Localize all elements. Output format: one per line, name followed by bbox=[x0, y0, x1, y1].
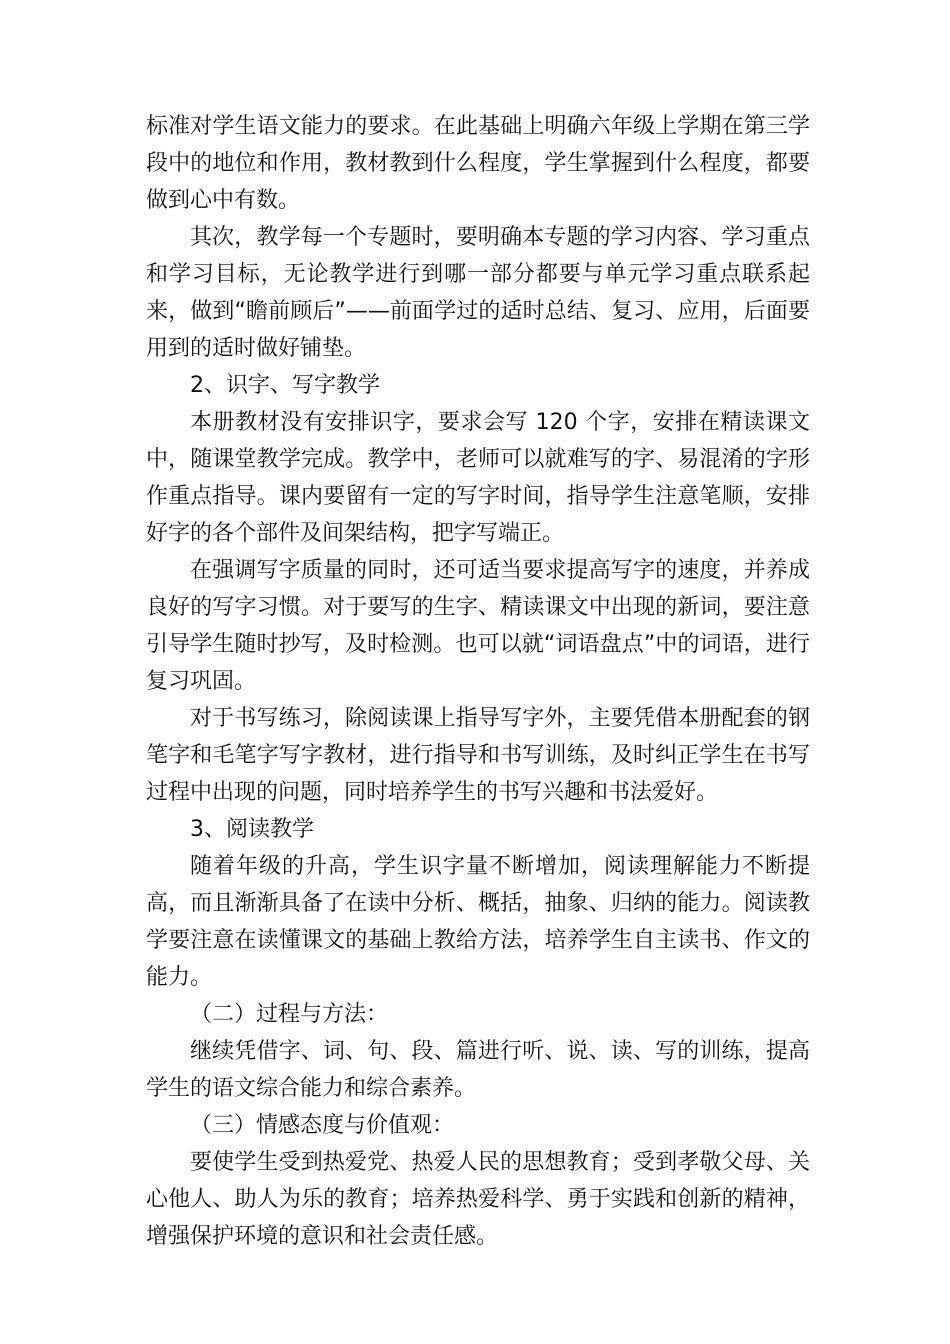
paragraph-process-methods: 继续凭借字、词、句、段、篇进行听、说、读、写的训练，提高学生的语文综合能力和综合素养。 bbox=[146, 1039, 810, 1101]
paragraph-writing-requirements: 本册教材没有安排识字，要求会写 120 个字，安排在精读课文中，随课堂教学完成。教学中，老师可以就难写的字、易混淆的字形作重点指导。课内要留有一定的写字时间，指导学生注意笔顺，安排好字的各个部件及间架结构，把字写端正。 bbox=[146, 410, 810, 546]
paragraph-writing-quality: 在强调写字质量的同时，还可适当要求提高写字的速度，并养成良好的写字习惯。对于要写的生字、精读课文中出现的新词，要注意引导学生随时抄写，及时检测。也可以就“词语盘点”中的词语，进行复习巩固。 bbox=[146, 558, 810, 694]
document-page bbox=[146, 108, 810, 1255]
paragraph-reading-ability: 随着年级的升高，学生识字量不断增加，阅读理解能力不断提高，而且渐渐具备了在读中分析、概括，抽象、归纳的能力。阅读教学要注意在读懂课文的基础上教给方法，培养学生自主读书、作文的能力。 bbox=[146, 854, 810, 990]
paragraph-emotion-values: 要使学生受到热爱党、热爱人民的思想教育；受到孝敬父母、关心他人、助人为乐的教育；培养热爱科学、勇于实践和创新的精神，增强保护环境的意识和社会责任感。 bbox=[146, 1150, 810, 1249]
heading-process-methods: （二）过程与方法： bbox=[190, 1002, 389, 1027]
heading-emotion-values: （三）情感态度与价值观： bbox=[190, 1113, 455, 1138]
paragraph-handwriting-practice: 对于书写练习，除阅读课上指导写字外，主要凭借本册配套的钢笔字和毛笔字写字教材，进行指导和书写训练，及时纠正学生在书写过程中出现的问题，同时培养学生的书写兴趣和书法爱好。 bbox=[146, 706, 810, 805]
heading-reading-teaching: 3、阅读教学 bbox=[190, 817, 314, 842]
paragraph-curriculum-standard: 标准对学生语文能力的要求。在此基础上明确六年级上学期在第三学段中的地位和作用，教材教到什么程度，学生掌握到什么程度，都要做到心中有数。 bbox=[146, 114, 810, 213]
heading-literacy-writing: 2、识字、写字教学 bbox=[190, 373, 380, 398]
paragraph-topic-teaching: 其次，教学每一个专题时，要明确本专题的学习内容、学习重点和学习目标，无论教学进行到哪一部分都要与单元学习重点联系起来，做到“瞻前顾后”——前面学过的适时总结、复习、应用，后面要用到的适时做好铺垫。 bbox=[146, 225, 810, 361]
